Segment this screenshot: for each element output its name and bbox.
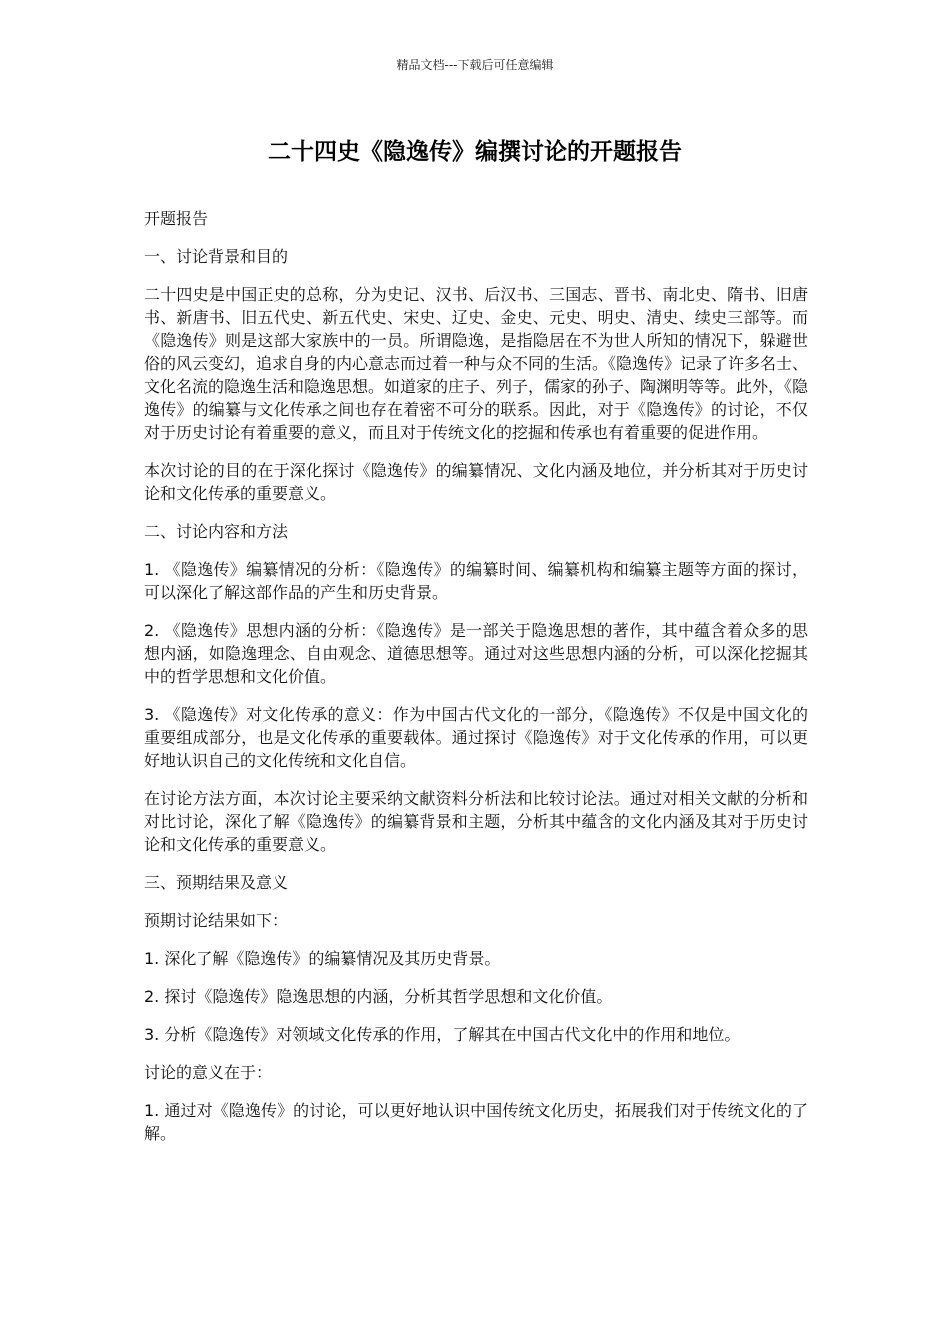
header-note: 精品文档---下载后可任意编辑 [396, 58, 554, 72]
paragraph-purpose: 本次讨论的目的在于深化探讨《隐逸传》的编纂情况、文化内涵及地位，并分析其对于历史讨论和文化传承的重要意义。 [144, 461, 808, 503]
document-title: 二十四史《隐逸传》编撰讨论的开题报告 [268, 139, 682, 165]
label-expected-results: 预期讨论结果如下： [144, 911, 289, 930]
list-item-significance-1: 1. 通过对《隐逸传》的讨论，可以更好地认识中国传统文化历史，拓展我们对于传统文化的了解。 [144, 1101, 808, 1143]
section-heading-expected-results: 三、预期结果及意义 [144, 873, 289, 892]
list-item-result-3: 3. 分析《隐逸传》对领域文化传承的作用，了解其在中国古代文化中的作用和地位。 [144, 1025, 741, 1044]
paragraph-methods: 在讨论方法方面，本次讨论主要采纳文献资料分析法和比较讨论法。通过对相关文献的分析和对比讨论，深化了解《隐逸传》的编纂背景和主题，分析其中蕴含的文化内涵及其对于历史讨论和文化传承的重要意义。 [144, 789, 808, 854]
list-item-content-3: 3. 《隐逸传》对文化传承的意义：作为中国古代文化的一部分，《隐逸传》不仅是中国文化的重要组成部分，也是文化传承的重要载体。通过探讨《隐逸传》对于文化传承的作用，可以更好地认识自己的文化传统和文化自信。 [144, 705, 808, 770]
paragraph-background: 二十四史是中国正史的总称，分为史记、汉书、后汉书、三国志、晋书、南北史、隋书、旧唐书、新唐书、旧五代史、新五代史、宋史、辽史、金史、元史、明史、清史、续史三部等。而《隐逸传》则是这部大家族中的一员。所谓隐逸，是指隐居在不为世人所知的情况下，躲避世俗的风云变幻，追求自身的内心意志而过着一种与众不同的生活。《隐逸传》记录了许多名士、文化名流的隐逸生活和隐逸思想。如道家的庄子、列子，儒家的孙子、陶渊明等等。此外，《隐逸传》的编纂与文化传承之间也存在着密不可分的联系。因此，对于《隐逸传》的讨论，不仅对于历史讨论有着重要的意义，而且对于传统文化的挖掘和传承也有着重要的促进作用。 [144, 285, 809, 442]
label-report: 开题报告 [144, 209, 209, 228]
list-item-result-1: 1. 深化了解《隐逸传》的编纂情况及其历史背景。 [144, 949, 501, 968]
list-item-content-2: 2. 《隐逸传》思想内涵的分析：《隐逸传》是一部关于隐逸思想的著作，其中蕴含着众多的思想内涵，如隐逸理念、自由观念、道德思想等。通过对这些思想内涵的分析，可以深化挖掘其中的哲学思想和文化价值。 [144, 621, 808, 686]
list-item-result-2: 2. 探讨《隐逸传》隐逸思想的内涵，分析其哲学思想和文化价值。 [144, 987, 613, 1006]
label-significance: 讨论的意义在于： [144, 1063, 273, 1082]
section-heading-content-methods: 二、讨论内容和方法 [144, 522, 289, 541]
list-item-content-1: 1. 《隐逸传》编纂情况的分析：《隐逸传》的编纂时间、编纂机构和编纂主题等方面的探讨，可以深化了解这部作品的产生和历史背景。 [144, 560, 808, 602]
document-body [144, 207, 808, 1160]
section-heading-background: 一、讨论背景和目的 [144, 247, 289, 266]
